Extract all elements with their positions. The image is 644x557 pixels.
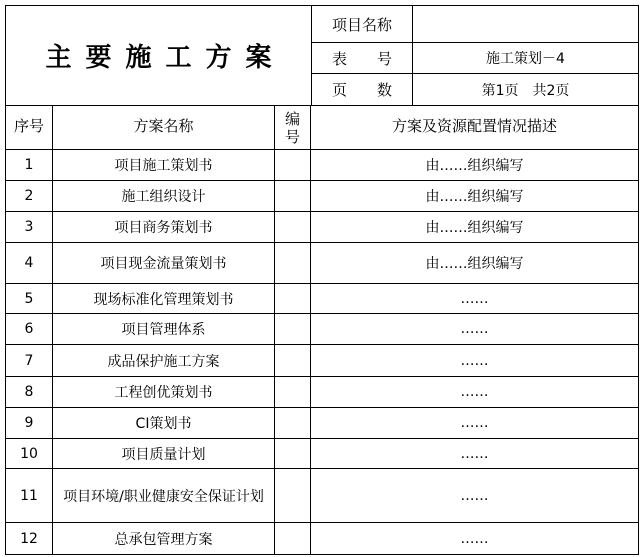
row-4-desc: 由……组织编写 [425,256,524,272]
pages-label-char-2: 数 [376,81,392,99]
row-9-desc: …… [460,415,489,431]
rule-row-12 [5,554,639,555]
row-2-name: 施工组织设计 [121,189,206,205]
border-right [638,5,639,555]
row-7-seq: 7 [24,352,34,369]
row-3-code [275,212,310,242]
row-4-seq: 4 [24,255,34,271]
row-2-desc: 由……组织编写 [425,189,524,205]
row-4-name: 项目现金流量策划书 [100,256,227,272]
row-11-seq: 11 [20,487,38,504]
row-12-code [275,523,310,554]
row-11-desc: …… [460,487,489,504]
row-10-code [275,439,310,468]
row-3-desc: 由……组织编写 [425,220,524,236]
table-no-label-char-2: 号 [376,49,392,68]
table-no-label [312,43,412,73]
row-7-name: 成品保护施工方案 [107,353,220,370]
row-9-code [275,408,310,438]
row-12-desc: …… [460,530,489,547]
pages-label [312,74,412,105]
row-5-seq: 5 [24,290,34,307]
column-header-code-char-1: 编 [284,109,300,128]
row-1-desc: 由……组织编写 [425,158,524,174]
row-5-code [275,284,310,313]
row-1-code [275,150,310,180]
table-no-value: 施工策划－4 [486,51,565,67]
row-3-seq: 3 [24,219,34,235]
row-12-seq: 12 [20,530,38,547]
row-2-seq: 2 [24,188,34,204]
row-6-name: 项目管理体系 [121,322,206,338]
row-10-desc: …… [460,445,489,462]
row-10-seq: 10 [20,445,38,462]
project-name-value [413,6,638,42]
row-11-code [275,469,310,522]
row-8-code [275,377,310,407]
project-name-label: 项目名称 [331,15,392,34]
row-6-desc: …… [460,321,489,337]
row-7-desc: …… [460,352,489,369]
row-11-name: 项目环境/职业健康安全保证计划 [63,488,264,505]
row-9-name: CI策划书 [135,416,192,432]
row-8-seq: 8 [24,384,34,400]
row-9-seq: 9 [24,415,34,431]
form-title: 主要施工方案 [45,43,286,73]
row-1-seq: 1 [24,157,34,173]
row-10-name: 项目质量计划 [121,446,206,463]
pages-label-char-1: 页 [332,81,348,99]
column-header-code [275,106,310,149]
column-header-seq: 序号 [13,117,44,135]
row-6-seq: 6 [24,321,34,337]
row-12-name: 总承包管理方案 [114,531,213,548]
row-8-desc: …… [460,384,489,400]
row-1-name: 项目施工策划书 [114,158,213,174]
row-8-name: 工程创优策划书 [114,385,213,401]
row-5-desc: …… [460,290,489,307]
row-7-code [275,345,310,376]
row-5-name: 现场标准化管理策划书 [93,291,234,308]
row-6-code [275,314,310,344]
row-3-name: 项目商务策划书 [114,220,213,236]
column-header-code-char-2: 号 [284,127,300,146]
column-header-desc: 方案及资源配置情况描述 [391,117,557,135]
row-2-code [275,181,310,211]
column-header-name: 方案名称 [133,117,194,135]
table-no-label-char-1: 表 [332,49,348,68]
row-4-code [275,243,310,283]
pages-value: 第1页 共2页 [481,82,570,99]
